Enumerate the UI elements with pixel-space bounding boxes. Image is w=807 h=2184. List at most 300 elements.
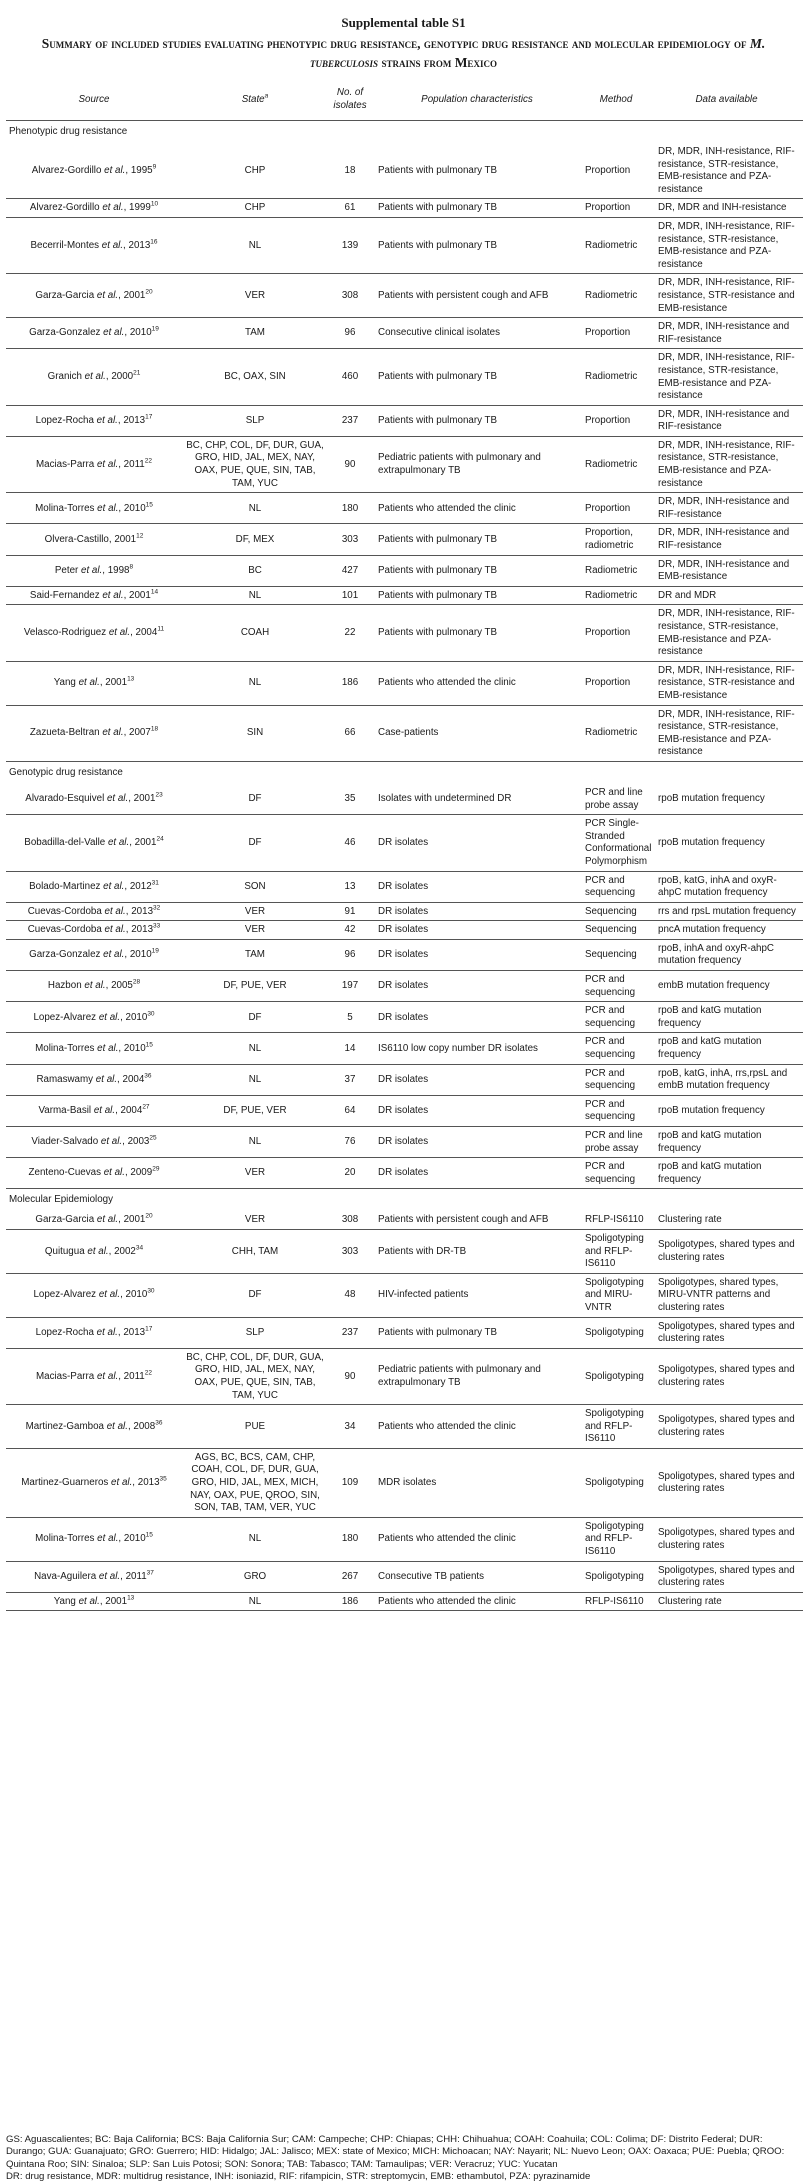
- source-ref: 12: [136, 532, 144, 540]
- cell-population: Patients who attended the clinic: [372, 1405, 582, 1449]
- cell-method: RFLP-IS6110: [582, 1211, 650, 1229]
- cell-state: SON: [182, 871, 328, 902]
- cell-isolates: 267: [328, 1561, 372, 1592]
- table-row: [6, 1229, 803, 1273]
- source-year: , 2007: [123, 727, 151, 739]
- source-author: Nava-Aguilera: [34, 1570, 99, 1582]
- source-ref: 18: [150, 726, 159, 734]
- cell-method: Radiometric: [582, 349, 650, 405]
- source-etal: et al.: [96, 414, 118, 426]
- cell-isolates: 139: [328, 217, 372, 273]
- cell-source: [6, 1592, 182, 1611]
- source-author: Zenteno-Cuevas: [28, 1167, 104, 1179]
- cell-isolates: 186: [328, 661, 372, 705]
- source-etal: et al.: [107, 837, 130, 849]
- source-author: Molina-Torres: [35, 502, 98, 514]
- source-year: , 2010: [124, 949, 152, 961]
- cell-isolates: 14: [328, 1033, 372, 1064]
- cell-method: Sequencing: [582, 921, 650, 940]
- source-etal: et al.: [100, 1136, 123, 1148]
- source-etal: et al.: [84, 980, 106, 992]
- source-year: , 2001: [118, 1214, 146, 1226]
- source-author: Lopez-Alvarez: [33, 1011, 99, 1023]
- source-etal: et al.: [97, 1042, 119, 1054]
- cell-method: Proportion: [582, 143, 650, 199]
- table-row: [6, 436, 803, 492]
- source-year: , 2001: [118, 289, 146, 301]
- source-author: Velasco-Rodriguez: [23, 627, 109, 639]
- source-year: , 2002: [108, 1245, 136, 1257]
- source-etal: et al.: [78, 677, 100, 689]
- source-author: Lopez-Alvarez: [33, 1289, 99, 1301]
- table-row: [6, 705, 803, 761]
- cell-source: [6, 349, 182, 405]
- source-year: , 2004: [117, 1073, 145, 1085]
- source-ref: 17: [145, 413, 153, 421]
- cell-state: DF, PUE, VER: [182, 1095, 328, 1126]
- cell-data: DR, MDR, INH-resistance and RIF-resistance: [650, 318, 803, 349]
- cell-method: PCR and line probe assay: [582, 1127, 650, 1158]
- source-etal: et al.: [97, 1533, 119, 1545]
- source-year: , 2011: [120, 1570, 147, 1582]
- cell-population: DR isolates: [372, 1002, 582, 1033]
- cell-data: rrs and rpsL mutation frequency: [650, 902, 803, 921]
- cell-source: [6, 971, 182, 1002]
- cell-isolates: 180: [328, 1517, 372, 1561]
- source-ref: 25: [149, 1135, 157, 1143]
- cell-population: Isolates with undetermined DR: [372, 784, 582, 815]
- source-ref: 24: [156, 835, 164, 843]
- table-row: [6, 1002, 803, 1033]
- cell-population: Patients with persistent cough and AFB: [372, 274, 582, 318]
- cell-source: [6, 199, 182, 218]
- table-row: [6, 921, 803, 940]
- source-etal: et al.: [104, 924, 126, 936]
- cell-method: Spoligotyping and RFLP-IS6110: [582, 1405, 650, 1449]
- studies-table: [6, 80, 803, 1611]
- cell-data: DR, MDR and INH-resistance: [650, 199, 803, 218]
- cell-population: Patients who attended the clinic: [372, 1517, 582, 1561]
- source-author: Macias-Parra: [36, 458, 97, 470]
- cell-population: Patients with pulmonary TB: [372, 405, 582, 436]
- source-etal: et al.: [106, 793, 129, 805]
- cell-isolates: 34: [328, 1405, 372, 1449]
- table-row: [6, 1033, 803, 1064]
- cell-method: Radiometric: [582, 436, 650, 492]
- source-ref: 8: [129, 563, 134, 571]
- cell-data: Spoligotypes, shared types and clustering rates: [650, 1448, 803, 1517]
- cell-state: DF, PUE, VER: [182, 971, 328, 1002]
- source-ref: 15: [145, 1532, 153, 1540]
- cell-source: [6, 318, 182, 349]
- source-author: Martinez-Gamboa: [25, 1420, 107, 1432]
- cell-state: BC, CHP, COL, DF, DUR, GUA, GRO, HID, JAL, MEX, NAY, OAX, PUE, QUE, SIN, TAB, TAM, YUC: [182, 1348, 328, 1404]
- source-ref: 28: [132, 979, 141, 987]
- section-row: [6, 121, 803, 144]
- cell-state: BC, OAX, SIN: [182, 349, 328, 405]
- cell-data: DR, MDR, INH-resistance, RIF-resistance, STR-resistance, EMB-resistance and PZA-resistance: [650, 436, 803, 492]
- cell-population: Patients who attended the clinic: [372, 661, 582, 705]
- table-row: [6, 1211, 803, 1229]
- cell-source: [6, 1033, 182, 1064]
- cell-population: Case-patients: [372, 705, 582, 761]
- source-etal: et al.: [84, 371, 106, 383]
- cell-source: [6, 217, 182, 273]
- source-ref: 20: [145, 288, 153, 296]
- source-etal: et al.: [97, 502, 119, 514]
- cell-method: Spoligotyping and RFLP-IS6110: [582, 1517, 650, 1561]
- source-author: Alvarado-Esquivel: [25, 793, 107, 805]
- cell-state: NL: [182, 1592, 328, 1611]
- source-ref: 19: [151, 947, 159, 955]
- source-year: , 2001: [99, 1595, 128, 1607]
- table-row: [6, 143, 803, 199]
- cell-source: [6, 921, 182, 940]
- cell-data: DR and MDR: [650, 586, 803, 605]
- cell-method: Spoligotyping: [582, 1561, 650, 1592]
- cell-state: NL: [182, 586, 328, 605]
- source-ref: 10: [150, 201, 159, 209]
- cell-population: Patients with pulmonary TB: [372, 217, 582, 273]
- table-row: [6, 199, 803, 218]
- cell-state: TAM: [182, 318, 328, 349]
- cell-source: [6, 1448, 182, 1517]
- cell-source: [6, 405, 182, 436]
- cell-source: [6, 1229, 182, 1273]
- cell-source: [6, 1158, 182, 1189]
- source-etal: et al.: [95, 1073, 118, 1085]
- cell-state: DF: [182, 1273, 328, 1317]
- source-year: , 2010: [118, 1533, 146, 1545]
- cell-isolates: 48: [328, 1273, 372, 1317]
- source-ref: 37: [146, 1569, 154, 1577]
- source-author: Cuevas-Cordoba: [27, 924, 105, 936]
- cell-state: NL: [182, 1033, 328, 1064]
- cell-method: Spoligotyping: [582, 1448, 650, 1517]
- cell-data: DR, MDR, INH-resistance, RIF-resistance, STR-resistance, EMB-resistance and PZA-resistance: [650, 605, 803, 661]
- cell-source: [6, 784, 182, 815]
- source-author: Bolado-Martinez: [29, 880, 104, 892]
- source-author: Garza-Gonzalez: [29, 949, 104, 961]
- source-ref: 16: [150, 238, 158, 246]
- cell-isolates: 64: [328, 1095, 372, 1126]
- col-state: [182, 80, 328, 121]
- cell-method: Spoligotyping and MIRU-VNTR: [582, 1273, 650, 1317]
- cell-data: rpoB, inhA and oxyR-ahpC mutation frequency: [650, 939, 803, 970]
- source-year: , 2003: [122, 1136, 150, 1148]
- col-state-label: State: [241, 93, 265, 105]
- source-etal: et al.: [98, 1011, 121, 1023]
- cell-data: Spoligotypes, shared types and clustering rates: [650, 1317, 803, 1348]
- source-author: Quitugua: [44, 1245, 88, 1257]
- cell-state: AGS, BC, BCS, CAM, CHP, COAH, COL, DF, DUR, GUA, GRO, HID, JAL, MEX, MICH, NAY, OAX, PUE, QROO, SIN, SON, TAB, TAM, VER, YUC: [182, 1448, 328, 1517]
- cell-state: NL: [182, 1127, 328, 1158]
- cell-population: MDR isolates: [372, 1448, 582, 1517]
- cell-source: [6, 1002, 182, 1033]
- cell-isolates: 237: [328, 405, 372, 436]
- source-ref: 30: [147, 1288, 155, 1296]
- cell-source: [6, 1095, 182, 1126]
- cell-data: rpoB mutation frequency: [650, 784, 803, 815]
- source-year: , 2011: [118, 458, 145, 470]
- source-ref: 14: [150, 588, 159, 596]
- cell-source: [6, 871, 182, 902]
- source-year: , 2001: [129, 837, 157, 849]
- source-year: , 2004: [130, 627, 158, 639]
- source-author: Molina-Torres: [35, 1042, 98, 1054]
- source-etal: et al.: [104, 905, 126, 917]
- section-row: [6, 1189, 803, 1212]
- table-row: [6, 405, 803, 436]
- table-body: [6, 121, 803, 1611]
- cell-method: Spoligotyping: [582, 1348, 650, 1404]
- table-row: [6, 1448, 803, 1517]
- cell-population: Patients with DR-TB: [372, 1229, 582, 1273]
- table-row: [6, 971, 803, 1002]
- source-year: , 2013: [117, 1326, 146, 1338]
- section-title: Molecular Epidemiology: [9, 1194, 114, 1206]
- source-etal: et al.: [111, 1477, 133, 1489]
- table-row: [6, 661, 803, 705]
- cell-population: Patients with pulmonary TB: [372, 143, 582, 199]
- source-ref: 22: [144, 457, 152, 465]
- source-year: , 1999: [123, 202, 151, 214]
- source-year: , 2013: [117, 414, 146, 426]
- cell-source: [6, 1127, 182, 1158]
- cell-source: [6, 586, 182, 605]
- cell-source: [6, 274, 182, 318]
- source-author: Varma-Basil: [38, 1105, 94, 1117]
- cell-population: DR isolates: [372, 902, 582, 921]
- source-etal: et al.: [96, 289, 119, 301]
- source-year: , 2004: [115, 1105, 143, 1117]
- source-etal: et al.: [104, 164, 126, 176]
- table-row: [6, 1317, 803, 1348]
- cell-isolates: 76: [328, 1127, 372, 1158]
- cell-method: PCR and sequencing: [582, 1002, 650, 1033]
- source-etal: et al.: [98, 1570, 121, 1582]
- cell-source: [6, 1064, 182, 1095]
- cell-source: [6, 902, 182, 921]
- section-title: Genotypic drug resistance: [9, 766, 123, 778]
- cell-method: Radiometric: [582, 705, 650, 761]
- cell-data: rpoB and katG mutation frequency: [650, 1158, 803, 1189]
- cell-method: Sequencing: [582, 939, 650, 970]
- source-year: , 2010: [124, 327, 152, 339]
- source-etal: et al.: [101, 239, 124, 251]
- cell-data: rpoB and katG mutation frequency: [650, 1033, 803, 1064]
- cell-isolates: 308: [328, 274, 372, 318]
- footnote-abbreviations: DR: drug resistance, MDR: multidrug resistance, INH: isoniazid, RIF: rifampicin, STR: streptomycin, EMB: ethambutol, PZA: pyrazinamide: [6, 2171, 591, 2183]
- source-year: , 2001: [128, 793, 156, 805]
- source-author: Martinez-Guarneros: [21, 1477, 112, 1489]
- cell-state: VER: [182, 921, 328, 940]
- cell-source: [6, 661, 182, 705]
- table-row: [6, 1405, 803, 1449]
- source-etal: et al.: [103, 949, 125, 961]
- source-author: Granich: [47, 371, 85, 383]
- source-ref: 13: [127, 1594, 135, 1602]
- cell-method: PCR and sequencing: [582, 971, 650, 1002]
- cell-data: Spoligotypes, shared types and clustering rates: [650, 1405, 803, 1449]
- cell-state: VER: [182, 902, 328, 921]
- cell-data: DR, MDR, INH-resistance, RIF-resistance, STR-resistance, EMB-resistance and PZA-resistance: [650, 143, 803, 199]
- cell-method: Proportion, radiometric: [582, 524, 650, 555]
- source-author: Ramaswamy: [36, 1073, 96, 1085]
- source-author: Molina-Torres: [35, 1533, 98, 1545]
- source-author: Yang: [53, 1595, 79, 1607]
- cell-method: Proportion: [582, 199, 650, 218]
- cell-method: PCR and sequencing: [582, 1095, 650, 1126]
- cell-data: DR, MDR, INH-resistance, RIF-resistance, STR-resistance, EMB-resistance and PZA-resistance: [650, 705, 803, 761]
- cell-method: Proportion: [582, 661, 650, 705]
- cell-population: DR isolates: [372, 1064, 582, 1095]
- cell-source: [6, 555, 182, 586]
- cell-source: [6, 1211, 182, 1229]
- table-label: Supplemental table S1: [341, 15, 466, 30]
- cell-isolates: 37: [328, 1064, 372, 1095]
- source-year: , 2005: [105, 980, 133, 992]
- table-title: [8, 34, 799, 72]
- source-etal: et al.: [78, 1595, 100, 1607]
- table-row: [6, 871, 803, 902]
- cell-data: DR, MDR, INH-resistance, RIF-resistance, STR-resistance and EMB-resistance: [650, 661, 803, 705]
- cell-data: Spoligotypes, shared types and clustering rates: [650, 1348, 803, 1404]
- table-row: [6, 586, 803, 605]
- cell-source: [6, 1405, 182, 1449]
- source-etal: et al.: [96, 1326, 118, 1338]
- cell-isolates: 427: [328, 555, 372, 586]
- source-author: Olvera-Castillo, 2001: [44, 533, 137, 545]
- source-ref: 21: [133, 369, 141, 377]
- cell-data: Clustering rate: [650, 1211, 803, 1229]
- cell-population: DR isolates: [372, 921, 582, 940]
- source-year: , 1995: [125, 164, 153, 176]
- cell-method: PCR and line probe assay: [582, 784, 650, 815]
- cell-isolates: 18: [328, 143, 372, 199]
- cell-state: GRO: [182, 1561, 328, 1592]
- cell-source: [6, 705, 182, 761]
- cell-state: NL: [182, 493, 328, 524]
- cell-data: DR, MDR, INH-resistance, RIF-resistance, STR-resistance, EMB-resistance and PZA-resistance: [650, 217, 803, 273]
- source-author: Viader-Salvado: [31, 1136, 101, 1148]
- cell-state: NL: [182, 661, 328, 705]
- source-etal: et al.: [96, 1214, 119, 1226]
- source-author: Garza-Garcia: [35, 289, 97, 301]
- source-ref: 23: [155, 791, 163, 799]
- cell-isolates: 460: [328, 349, 372, 405]
- source-ref: 33: [153, 923, 161, 931]
- cell-isolates: 91: [328, 902, 372, 921]
- cell-population: Patients with pulmonary TB: [372, 586, 582, 605]
- source-year: , 2001: [123, 589, 151, 601]
- cell-population: Patients who attended the clinic: [372, 1592, 582, 1611]
- source-author: Lopez-Rocha: [35, 414, 97, 426]
- cell-state: BC, CHP, COL, DF, DUR, GUA, GRO, HID, JAL, MEX, NAY, OAX, PUE, QUE, SIN, TAB, TAM, YUC: [182, 436, 328, 492]
- source-year: , 2001: [99, 677, 128, 689]
- cell-isolates: 237: [328, 1317, 372, 1348]
- source-year: , 2012: [124, 880, 152, 892]
- cell-state: CHP: [182, 199, 328, 218]
- source-year: , 2013: [132, 1477, 160, 1489]
- table-row: [6, 1064, 803, 1095]
- source-author: Zazueta-Beltran: [29, 727, 103, 739]
- cell-state: NL: [182, 1517, 328, 1561]
- col-isolates: No. of isolates: [328, 80, 372, 121]
- cell-population: DR isolates: [372, 1127, 582, 1158]
- cell-population: Patients with pulmonary TB: [372, 199, 582, 218]
- source-author: Becerril-Montes: [30, 239, 102, 251]
- cell-method: Radiometric: [582, 555, 650, 586]
- cell-population: Patients with persistent cough and AFB: [372, 1211, 582, 1229]
- cell-method: PCR and sequencing: [582, 1064, 650, 1095]
- table-row: [6, 217, 803, 273]
- cell-population: Consecutive TB patients: [372, 1561, 582, 1592]
- source-ref: 36: [155, 1419, 163, 1427]
- cell-population: Pediatric patients with pulmonary and extrapulmonary TB: [372, 436, 582, 492]
- cell-isolates: 46: [328, 815, 372, 871]
- cell-population: DR isolates: [372, 1158, 582, 1189]
- source-etal: et al.: [103, 327, 125, 339]
- source-etal: et al.: [96, 1370, 119, 1382]
- cell-population: DR isolates: [372, 939, 582, 970]
- cell-data: rpoB, katG, inhA, rrs,rpsL and embB mutation frequency: [650, 1064, 803, 1095]
- cell-data: DR, MDR, INH-resistance and RIF-resistance: [650, 405, 803, 436]
- cell-isolates: 35: [328, 784, 372, 815]
- cell-method: PCR Single-Stranded Conformational Polymorphism: [582, 815, 650, 871]
- cell-method: Proportion: [582, 605, 650, 661]
- cell-state: DF: [182, 784, 328, 815]
- cell-source: [6, 493, 182, 524]
- cell-state: DF: [182, 1002, 328, 1033]
- footnote-states: GS: Aguascalientes; BC: Baja California; BCS: Baja California Sur; CAM: Campeche; CHP: Chiapas; CHH: Chihuahua; COAH: Coahuila; COL: Colima; DF: Distrito Federal; DUR: Durango; GUA: Guanajuato; GRO: Guerrero; HID: Hidalgo; JAL: Jalisco; MEX: state of Mexico; MICH: Michoacan; NAY: Nayarit; NL: Nuevo Leon; OAX: Oaxaca; PUE: Puebla; QROO: Quintana Roo; SIN: Sinaloa; SLP: San Luis Potosi; SON: Sonora; TAB: Tabasco; TAM: Tamaulipas; VER: Veracruz; YUC: Yucatan: [6, 2134, 785, 2170]
- cell-data: pncA mutation frequency: [650, 921, 803, 940]
- source-year: , 2000: [105, 371, 134, 383]
- cell-isolates: 5: [328, 1002, 372, 1033]
- cell-source: [6, 143, 182, 199]
- cell-method: Radiometric: [582, 217, 650, 273]
- cell-data: Spoligotypes, shared types, MIRU-VNTR patterns and clustering rates: [650, 1273, 803, 1317]
- source-author: Garza-Garcia: [35, 1214, 97, 1226]
- table-row: [6, 1561, 803, 1592]
- col-source: Source: [6, 80, 182, 121]
- table-row: [6, 1158, 803, 1189]
- source-ref: 17: [145, 1325, 153, 1333]
- cell-data: DR, MDR, INH-resistance, RIF-resistance, STR-resistance and EMB-resistance: [650, 274, 803, 318]
- cell-isolates: 197: [328, 971, 372, 1002]
- source-etal: et al.: [102, 202, 124, 214]
- cell-isolates: 96: [328, 939, 372, 970]
- source-etal: et al.: [106, 1420, 128, 1432]
- source-author: Alvarez-Gordillo: [31, 164, 105, 176]
- table-row: [6, 318, 803, 349]
- cell-population: IS6110 low copy number DR isolates: [372, 1033, 582, 1064]
- cell-source: [6, 1517, 182, 1561]
- cell-population: Patients with pulmonary TB: [372, 349, 582, 405]
- title-organism: M. tuberculosis: [310, 36, 766, 70]
- cell-state: SLP: [182, 1317, 328, 1348]
- source-ref: 20: [145, 1213, 153, 1221]
- cell-population: Patients with pulmonary TB: [372, 555, 582, 586]
- cell-isolates: 303: [328, 1229, 372, 1273]
- table-row: [6, 555, 803, 586]
- cell-method: Proportion: [582, 405, 650, 436]
- source-author: Cuevas-Cordoba: [27, 905, 105, 917]
- table-row: [6, 274, 803, 318]
- source-author: Hazbon: [47, 980, 85, 992]
- cell-source: [6, 1561, 182, 1592]
- source-year: , 2011: [118, 1370, 145, 1382]
